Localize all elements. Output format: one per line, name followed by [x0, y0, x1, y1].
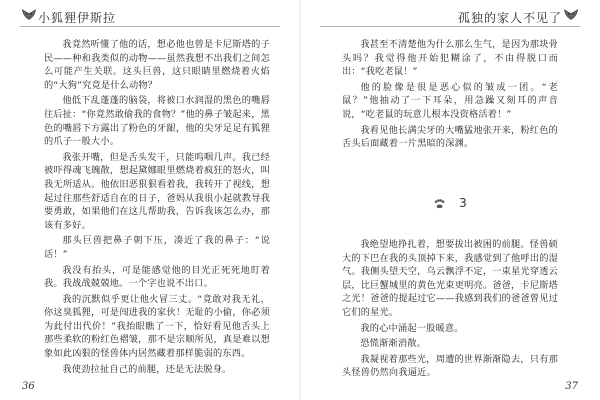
left-page-header — [20, 8, 280, 30]
left-page-body — [44, 38, 270, 378]
right-page-body-top — [342, 38, 558, 153]
paragraph: 我使劲拉扯自己的前腿，还是无法脱身。 — [62, 363, 232, 375]
header-divider — [20, 26, 280, 27]
paragraph: 我甚至不清楚他为什么那么生气，是因为那块骨头吗？我觉得他开始犯糊涂了，不由得脱口而出：“我吃老鼠！” — [342, 39, 558, 78]
paragraph: 我凝视着那些光，周遭的世界渐渐隐去，只有那头怪兽仍然向我逼近。 — [342, 353, 558, 379]
fox-icon — [20, 6, 38, 24]
paragraph: 他的脸像是很是恶心似的皱成一团。“老鼠？”他抽动了一下耳朵，用急躁又刻耳的声音说，“吃老鼠的玩意儿根本没资格活着！” — [342, 81, 558, 120]
header-divider — [320, 26, 580, 27]
paragraph: 我没有抬头，可是能感觉他的目光正死死地盯着我。我战战兢兢地。一个字也说不出口。 — [44, 264, 270, 290]
paragraph: 他低下乱蓬蓬的脑袋，将被口水润湿的黑色的嘴唇往后扯：“你竟然敢偷我的食物？”他的鼻子皱起来，黑色的嘴唇下方露出了粉色的牙龈，他的尖牙足足有狐狸的爪子一般大小。 — [44, 95, 270, 148]
paragraph: 我竟然听懂了他的话，想必他也曾是卡尼斯塔的子民——种和我类似的动物——虽然我想不出我们之间怎么可能产生关联。这头巨兽，这只眼睛里燃烧着火焰的“大狗”究竟是什么动物？ — [44, 39, 270, 91]
page-number: 37 — [565, 381, 578, 392]
section-heading — [300, 196, 600, 218]
right-page — [300, 0, 600, 400]
paragraph: 那头巨兽把鼻子朝下压，凑近了我的鼻子：“说话！” — [44, 235, 270, 260]
right-page-header — [320, 8, 580, 30]
running-head-title: 小狐狸伊斯拉 — [38, 11, 117, 25]
right-page-body-bottom — [342, 238, 558, 382]
paw-print-icon — [432, 197, 446, 211]
paragraph: 我的沉默似乎更让他火冒三丈。“竟敢对我无礼，你这臭狐狸，可是闯进我的家伙！无耻的小偷，你必须为此付出代价！”我抬眼瞧了一下，恰好看见他舌头上那些柔软的粉红色褶皱，那不是宗顺所见，真是难以想象如此凶狠的怪兽体内居然藏着那样脆弱的东西。 — [44, 293, 270, 360]
paragraph: 我张开嘴，但是舌头发干，只能呜咽几声。我已经被吓得魂飞魄散，想起黛娜眼里燃烧着疯狂的怒火，叫我无所适从。他依旧恶狠狠看着我，我转开了视线，想起过往那些舒适自在的日子，爸妈从我很小起就教导我要勇敢，如果他们在这儿帮助我，告诉我该怎么办，那该有多好。 — [44, 151, 270, 231]
fox-icon — [562, 6, 580, 24]
section-number: 3 — [459, 196, 468, 210]
running-head-title: 孤独的家人不见了 — [457, 11, 562, 25]
paragraph: 我绝望地挣扎着，想要拔出被困的前腿。怪兽硕大的下巴在我的头顶掉下来，我感觉到了他呼出的湿气。我侧头望天空，乌云飘浮不定，一束星光穿透云层，比巨蟹城里的黄色光束更明亮。爸爸，卡尼斯塔之光！爸爸的提起过它——我感到我们的爸爸曾见过它们的星光。 — [342, 239, 558, 318]
page-number: 36 — [22, 381, 35, 392]
paragraph: 恐慌渐渐消散。 — [360, 338, 427, 350]
paragraph: 我的心中涌起一股暖意。 — [360, 322, 464, 334]
paragraph: 我看见他长满尖牙的大嘴猛地张开来，粉红色的舌头后面藏着一片黑暗的深渊。 — [342, 124, 558, 150]
